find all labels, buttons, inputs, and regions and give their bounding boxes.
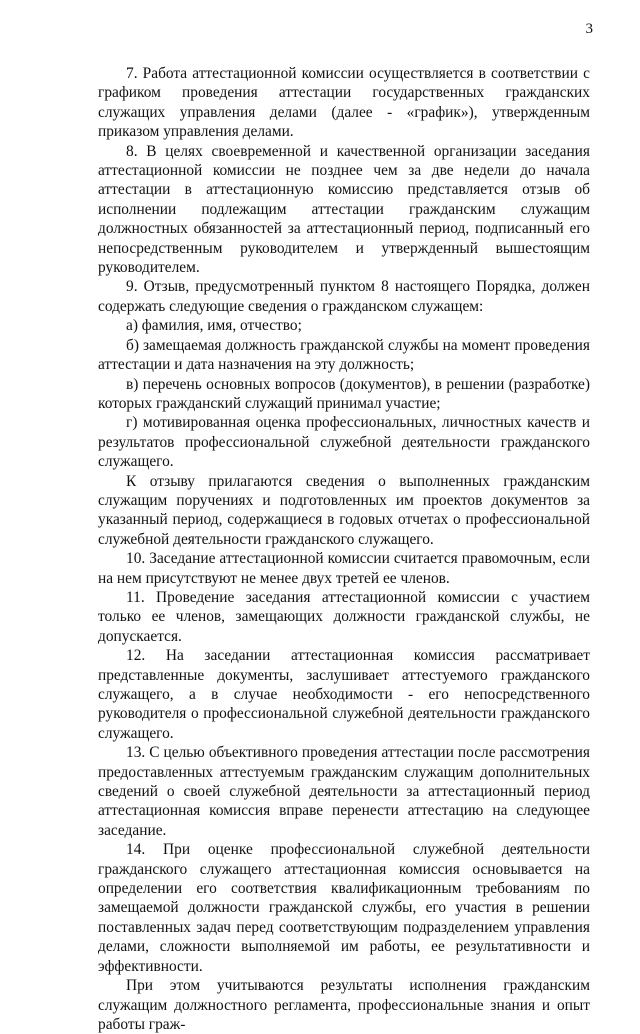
paragraph-14: 14. При оценке профессиональной служебной деятельности гражданского служащего аттестационная комиссия основывается на определении его соответствия квалификационным требованиям по замещаемой должности гражданской службы, его участия в решении поставленных задач перед соответствующим подразделением управления делами, сложности выполняемой им работы, ее результативности и эффективности. (98, 841, 590, 975)
list-item-a: а) фамилия, имя, отчество; (126, 317, 302, 335)
paragraph-10: 10. Заседание аттестационной комиссии считается правомочным, если на нем присутствуют не менее двух третей ее членов. (98, 550, 590, 587)
page-number: 3 (585, 21, 593, 37)
paragraph-9: 9. Отзыв, предусмотренный пунктом 8 настоящего Порядка, должен содержать следующие сведения о гражданском служащем: (98, 278, 590, 315)
paragraph-11: 11. Проведение заседания аттестационной комиссии с участием только ее членов, замещающих должности гражданской службы, не допускается. (98, 588, 590, 645)
list-item-b: б) замещаемая должность гражданской службы на момент проведения аттестации и дата назначения на эту должность; (98, 336, 590, 374)
list-item-g: г) мотивированная оценка профессиональных, личностных качеств и результатов профессиональной служебной деятельности гражданского служащего. (98, 414, 590, 471)
paragraph-8: 8. В целях своевременной и качественной организации заседания аттестационной комиссии не позднее чем за две недели до начала аттестации в аттестационную комиссию представляется отзыв об исполнении подлежащим аттестации гражданским служащим должностных обязанностей за аттестационный период, подписанный его непосредственным руководителем и утвержденный вышестоящим руководителем. (98, 142, 590, 277)
paragraph-7: 7. Работа аттестационной комиссии осуществляется в соответствии с графиком проведения аттестации государственных гражданских служащих управления делами (далее - «график»), утвержденным приказом управления делами. (98, 65, 590, 141)
document-body (98, 64, 590, 1034)
paragraph-results: При этом учитываются результаты исполнения гражданским служащим должностного регламента, профессиональные знания и опыт работы граж- (98, 977, 590, 1033)
paragraph-13: 13. С целью объективного проведения аттестации после рассмотрения предоставленных аттестуемым гражданским служащим дополнительных сведений о своей служебной деятельности за аттестационный период аттестационная комиссия вправе перенести аттестацию на следующее заседание. (98, 744, 590, 839)
list-item-v: в) перечень основных вопросов (документов), в решении (разработке) которых гражданский служащий принимал участие; (98, 375, 590, 412)
paragraph-12: 12. На заседании аттестационная комиссия рассматривает представленные документы, заслушивает аттестуемого гражданского служащего, а в случае необходимости - его непосредственного руководителя о профессиональной служебной деятельности гражданского служащего. (98, 647, 590, 742)
paragraph-attachment: К отзыву прилагаются сведения о выполненных гражданским служащим поручениях и подготовленных им проектов документов за указанный период, содержащиеся в годовых отчетах о профессиональной служебной деятельности гражданского служащего. (98, 472, 590, 548)
